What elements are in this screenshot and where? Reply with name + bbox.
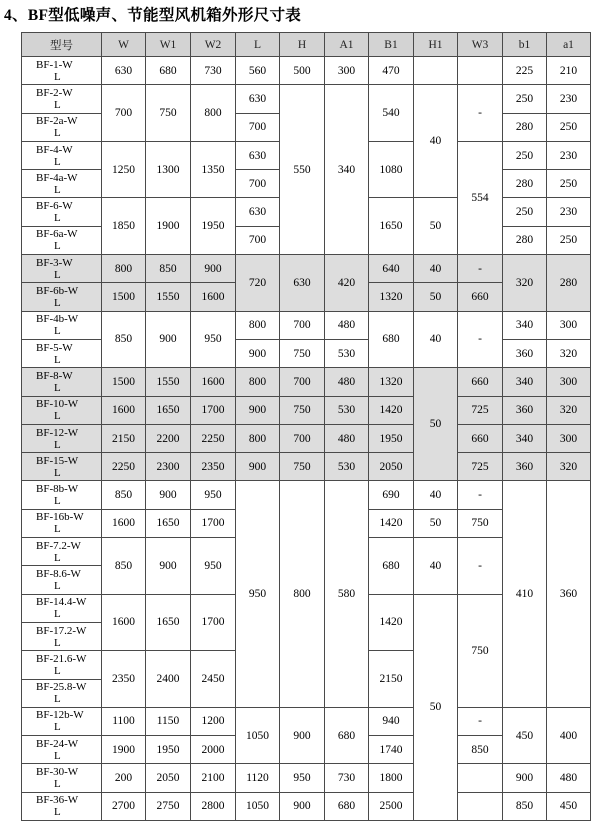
model-name: BF-4b-W	[36, 313, 79, 326]
model-suffix: L	[54, 353, 61, 366]
cell-w: 800	[102, 255, 146, 283]
cell-b1: 1740	[369, 736, 414, 764]
model-cell	[22, 396, 102, 424]
model-cell	[22, 566, 102, 594]
cell-b1-lower: 225	[503, 57, 547, 85]
cell-w1: 900	[146, 538, 191, 595]
cell-a1-lower: 320	[547, 339, 591, 367]
cell-w: 1500	[102, 283, 146, 311]
header-l: L	[236, 33, 280, 57]
cell-w1: 1300	[146, 141, 191, 198]
cell-b1-lower: 340	[503, 424, 547, 452]
cell-h1	[414, 57, 458, 85]
cell-b1: 1420	[369, 509, 414, 537]
header-w1: W1	[146, 33, 191, 57]
cell-h1: 50	[414, 509, 458, 537]
cell-b1-lower: 280	[503, 170, 547, 198]
model-name: BF-12b-W	[36, 709, 84, 722]
model-cell	[22, 368, 102, 396]
cell-l: 900	[236, 396, 280, 424]
cell-h1: 50	[414, 283, 458, 311]
cell-w: 1250	[102, 141, 146, 198]
cell-b1-lower: 280	[503, 226, 547, 254]
cell-h: 750	[280, 453, 325, 481]
cell-a1-lower: 230	[547, 85, 591, 113]
header-h: H	[280, 33, 325, 57]
cell-l: 700	[236, 226, 280, 254]
model-suffix: L	[54, 579, 61, 592]
cell-w3: -	[458, 255, 503, 283]
model-suffix: L	[54, 608, 61, 621]
model-suffix: L	[54, 240, 61, 253]
model-cell	[22, 141, 102, 169]
cell-a1-lower: 250	[547, 113, 591, 141]
model-suffix: L	[54, 778, 61, 791]
model-name: BF-6-W	[36, 200, 73, 213]
table-row	[22, 396, 591, 424]
cell-a1: 680	[325, 707, 369, 764]
cell-b1: 1950	[369, 424, 414, 452]
model-name: BF-3-W	[36, 256, 73, 269]
cell-l: 800	[236, 424, 280, 452]
cell-b1-lower: 450	[503, 707, 547, 764]
cell-b1-lower: 320	[503, 255, 547, 312]
model-name: BF-5-W	[36, 341, 73, 354]
cell-w3: -	[458, 311, 503, 368]
cell-w3: 660	[458, 283, 503, 311]
header-model: 型号	[22, 33, 102, 57]
model-cell	[22, 509, 102, 537]
header-h1: H1	[414, 33, 458, 57]
cell-w3: 750	[458, 594, 503, 707]
cell-b1-lower: 360	[503, 453, 547, 481]
cell-w2: 1700	[191, 396, 236, 424]
header-b1: B1	[369, 33, 414, 57]
cell-a1-lower: 210	[547, 57, 591, 85]
cell-w3	[458, 57, 503, 85]
cell-a1-lower: 300	[547, 424, 591, 452]
cell-w2: 950	[191, 481, 236, 509]
cell-l: 950	[236, 481, 280, 707]
cell-w1: 1150	[146, 707, 191, 735]
model-suffix: L	[54, 636, 61, 649]
cell-w: 850	[102, 538, 146, 595]
cell-w1: 1550	[146, 368, 191, 396]
cell-a1-lower: 280	[547, 255, 591, 312]
model-cell	[22, 198, 102, 226]
model-cell	[22, 339, 102, 367]
model-suffix: L	[54, 70, 61, 83]
cell-b1-lower: 250	[503, 85, 547, 113]
model-suffix: L	[54, 268, 61, 281]
model-suffix: L	[54, 325, 61, 338]
model-cell	[22, 764, 102, 792]
cell-w1: 850	[146, 255, 191, 283]
model-name: BF-1-W	[36, 58, 73, 71]
model-suffix: L	[54, 297, 61, 310]
table-row	[22, 368, 591, 396]
cell-b1: 2050	[369, 453, 414, 481]
model-name: BF-7.2-W	[36, 539, 81, 552]
model-name: BF-12-W	[36, 426, 79, 439]
table-row	[22, 764, 591, 792]
cell-w1: 1550	[146, 283, 191, 311]
cell-l: 720	[236, 255, 280, 312]
cell-w: 2700	[102, 792, 146, 820]
model-name: BF-2-W	[36, 86, 73, 99]
cell-w2: 1700	[191, 594, 236, 651]
cell-w: 1850	[102, 198, 146, 255]
cell-w2: 1200	[191, 707, 236, 735]
cell-w: 850	[102, 481, 146, 509]
cell-b1: 940	[369, 707, 414, 735]
cell-w1: 1650	[146, 509, 191, 537]
cell-h1	[458, 764, 503, 792]
cell-a1: 730	[325, 764, 369, 792]
cell-w1: 900	[146, 481, 191, 509]
model-name: BF-24-W	[36, 737, 79, 750]
page-title: 4、BF型低噪声、节能型风机箱外形尺寸表	[4, 7, 302, 24]
cell-h1: 50	[414, 368, 458, 481]
cell-h: 630	[280, 255, 325, 312]
table-row	[22, 792, 591, 820]
model-suffix: L	[54, 551, 61, 564]
cell-a1-lower: 250	[547, 226, 591, 254]
cell-h1: 50	[414, 594, 458, 820]
cell-a1-lower: 230	[547, 198, 591, 226]
cell-b1-lower: 360	[503, 339, 547, 367]
cell-b1: 470	[369, 57, 414, 85]
model-suffix: L	[54, 155, 61, 168]
header-a1-lower: a1	[547, 33, 591, 57]
model-cell	[22, 170, 102, 198]
cell-b1: 2500	[369, 792, 414, 820]
cell-h1	[458, 792, 503, 820]
model-suffix: L	[54, 127, 61, 140]
cell-w1: 2050	[146, 764, 191, 792]
model-name: BF-6a-W	[36, 228, 78, 241]
cell-h: 750	[280, 396, 325, 424]
cell-w3: -	[458, 707, 503, 735]
cell-w2: 950	[191, 311, 236, 368]
cell-b1-lower: 250	[503, 141, 547, 169]
cell-b1: 2150	[369, 651, 414, 708]
cell-l: 1050	[236, 792, 280, 820]
cell-w2: 2800	[191, 792, 236, 820]
model-suffix: L	[54, 466, 61, 479]
table-row	[22, 453, 591, 481]
cell-b1-lower: 250	[503, 198, 547, 226]
cell-w3: 850	[503, 792, 547, 820]
cell-a1: 480	[325, 424, 369, 452]
model-cell	[22, 707, 102, 735]
cell-b1: 1080	[369, 141, 414, 198]
cell-l: 630	[236, 141, 280, 169]
cell-a1-lower: 230	[547, 141, 591, 169]
cell-b1: 1420	[369, 396, 414, 424]
cell-a1-lower: 250	[547, 170, 591, 198]
cell-w: 1500	[102, 368, 146, 396]
cell-h1: 50	[414, 198, 458, 255]
model-cell	[22, 57, 102, 85]
model-suffix: L	[54, 212, 61, 225]
model-cell	[22, 85, 102, 113]
cell-w1: 1950	[146, 736, 191, 764]
model-cell	[22, 792, 102, 820]
cell-a1: 420	[325, 255, 369, 312]
header-a1: A1	[325, 33, 369, 57]
model-name: BF-14.4-W	[36, 596, 87, 609]
cell-l: 630	[236, 198, 280, 226]
model-suffix: L	[54, 693, 61, 706]
cell-w2: 1600	[191, 368, 236, 396]
table-row	[22, 481, 591, 509]
header-w3: W3	[458, 33, 503, 57]
cell-w3: 660	[458, 368, 503, 396]
model-cell	[22, 113, 102, 141]
cell-w3: 900	[503, 764, 547, 792]
cell-a1-lower: 320	[547, 396, 591, 424]
cell-w1: 1900	[146, 198, 191, 255]
cell-w1: 2200	[146, 424, 191, 452]
cell-w: 2150	[102, 424, 146, 452]
cell-w2: 900	[191, 255, 236, 283]
cell-h1: 40	[414, 538, 458, 595]
cell-w2: 1600	[191, 283, 236, 311]
model-suffix: L	[54, 664, 61, 677]
cell-l: 800	[236, 311, 280, 339]
cell-h: 700	[280, 311, 325, 339]
cell-l: 700	[236, 113, 280, 141]
cell-w: 1600	[102, 509, 146, 537]
cell-w2: 1950	[191, 198, 236, 255]
cell-l: 800	[236, 368, 280, 396]
cell-w: 630	[102, 57, 146, 85]
cell-a1-lower: 360	[547, 481, 591, 707]
cell-a1: 480	[325, 311, 369, 339]
cell-a1: 480	[325, 368, 369, 396]
cell-b1-lower: 480	[547, 764, 591, 792]
table-row	[22, 707, 591, 735]
model-name: BF-8b-W	[36, 483, 79, 496]
cell-h: 950	[280, 764, 325, 792]
cell-b1: 1650	[369, 198, 414, 255]
model-cell	[22, 424, 102, 452]
dimension-table	[21, 32, 591, 821]
cell-l: 630	[236, 85, 280, 113]
header-w: W	[102, 33, 146, 57]
model-suffix: L	[54, 806, 61, 819]
cell-h: 900	[280, 792, 325, 820]
cell-h1: 40	[414, 311, 458, 368]
cell-a1: 340	[325, 85, 369, 255]
model-suffix: L	[54, 183, 61, 196]
table-row	[22, 424, 591, 452]
cell-w2: 1700	[191, 509, 236, 537]
model-name: BF-10-W	[36, 398, 79, 411]
cell-b1: 1320	[369, 283, 414, 311]
cell-h: 750	[280, 339, 325, 367]
model-suffix: L	[54, 410, 61, 423]
cell-h: 550	[280, 85, 325, 255]
cell-a1-lower: 400	[547, 707, 591, 764]
cell-w1: 750	[146, 85, 191, 142]
model-name: BF-15-W	[36, 454, 79, 467]
cell-w3: -	[458, 538, 503, 595]
cell-w3: -	[458, 481, 503, 509]
cell-l: 560	[236, 57, 280, 85]
cell-w1: 2750	[146, 792, 191, 820]
cell-w2: 2350	[191, 453, 236, 481]
cell-l: 1120	[236, 764, 280, 792]
model-cell	[22, 481, 102, 509]
cell-w2: 2250	[191, 424, 236, 452]
cell-w3: 554	[458, 141, 503, 254]
model-cell	[22, 736, 102, 764]
cell-b1: 540	[369, 85, 414, 142]
cell-b1: 1420	[369, 594, 414, 651]
model-cell	[22, 226, 102, 254]
cell-b1-lower: 340	[503, 368, 547, 396]
cell-w2: 800	[191, 85, 236, 142]
cell-l: 900	[236, 339, 280, 367]
cell-w2: 950	[191, 538, 236, 595]
cell-b1-lower: 360	[503, 396, 547, 424]
model-cell	[22, 594, 102, 622]
cell-w: 200	[102, 764, 146, 792]
cell-w: 1600	[102, 396, 146, 424]
cell-a1: 530	[325, 453, 369, 481]
table-row	[22, 57, 591, 85]
cell-h1: 40	[414, 85, 458, 198]
model-cell	[22, 453, 102, 481]
model-cell	[22, 679, 102, 707]
cell-b1-lower: 450	[547, 792, 591, 820]
cell-h: 800	[280, 481, 325, 707]
cell-h: 700	[280, 368, 325, 396]
table-body	[22, 57, 591, 821]
cell-w1: 1650	[146, 594, 191, 651]
cell-b1: 680	[369, 538, 414, 595]
model-name: BF-6b-W	[36, 285, 79, 298]
cell-l: 1050	[236, 707, 280, 764]
model-suffix: L	[54, 523, 61, 536]
model-suffix: L	[54, 495, 61, 508]
model-name: BF-36-W	[36, 794, 79, 807]
cell-b1-lower: 340	[503, 311, 547, 339]
cell-w: 1600	[102, 594, 146, 651]
cell-b1: 690	[369, 481, 414, 509]
cell-a1: 530	[325, 396, 369, 424]
model-cell	[22, 651, 102, 679]
cell-w2: 2450	[191, 651, 236, 708]
model-suffix: L	[54, 721, 61, 734]
cell-w: 2350	[102, 651, 146, 708]
cell-b1: 1320	[369, 368, 414, 396]
cell-w3: 660	[458, 424, 503, 452]
header-b1-lower: b1	[503, 33, 547, 57]
model-name: BF-21.6-W	[36, 652, 87, 665]
cell-w1: 680	[146, 57, 191, 85]
cell-w2: 1350	[191, 141, 236, 198]
cell-a1-lower: 320	[547, 453, 591, 481]
model-cell	[22, 255, 102, 283]
cell-h1: 40	[414, 255, 458, 283]
cell-w1: 1650	[146, 396, 191, 424]
cell-b1-lower: 280	[503, 113, 547, 141]
model-name: BF-4-W	[36, 143, 73, 156]
cell-h: 500	[280, 57, 325, 85]
cell-a1: 300	[325, 57, 369, 85]
model-name: BF-8.6-W	[36, 567, 81, 580]
model-name: BF-17.2-W	[36, 624, 87, 637]
model-suffix: L	[54, 749, 61, 762]
cell-w: 850	[102, 311, 146, 368]
table-row	[22, 255, 591, 283]
cell-b1-lower: 410	[503, 481, 547, 707]
cell-h1: 40	[414, 481, 458, 509]
table-row	[22, 311, 591, 339]
model-name: BF-16b-W	[36, 511, 84, 524]
cell-w3: 725	[458, 453, 503, 481]
cell-b1: 1800	[369, 764, 414, 792]
header-w2: W2	[191, 33, 236, 57]
cell-h: 900	[280, 707, 325, 764]
model-cell	[22, 622, 102, 650]
cell-w3: 850	[458, 736, 503, 764]
cell-w: 2250	[102, 453, 146, 481]
cell-w1: 2400	[146, 651, 191, 708]
cell-a1-lower: 300	[547, 368, 591, 396]
model-name: BF-8-W	[36, 369, 73, 382]
cell-b1: 640	[369, 255, 414, 283]
model-suffix: L	[54, 438, 61, 451]
cell-a1: 580	[325, 481, 369, 707]
header-row	[22, 33, 591, 57]
model-suffix: L	[54, 381, 61, 394]
cell-l: 700	[236, 170, 280, 198]
cell-a1: 680	[325, 792, 369, 820]
cell-w2: 2000	[191, 736, 236, 764]
cell-w3: 725	[458, 396, 503, 424]
cell-w: 1900	[102, 736, 146, 764]
model-cell	[22, 311, 102, 339]
model-name: BF-30-W	[36, 766, 79, 779]
cell-a1-lower: 300	[547, 311, 591, 339]
cell-w: 1100	[102, 707, 146, 735]
cell-w: 700	[102, 85, 146, 142]
cell-b1: 680	[369, 311, 414, 368]
table-row	[22, 85, 591, 113]
model-name: BF-4a-W	[36, 171, 78, 184]
model-cell	[22, 538, 102, 566]
cell-w2: 730	[191, 57, 236, 85]
model-name: BF-25.8-W	[36, 681, 87, 694]
model-name: BF-2a-W	[36, 115, 78, 128]
cell-a1: 530	[325, 339, 369, 367]
cell-h: 700	[280, 424, 325, 452]
cell-l: 900	[236, 453, 280, 481]
cell-w1: 900	[146, 311, 191, 368]
cell-w1: 2300	[146, 453, 191, 481]
cell-w2: 2100	[191, 764, 236, 792]
model-suffix: L	[54, 98, 61, 111]
cell-w3: 750	[458, 509, 503, 537]
cell-w3: -	[458, 85, 503, 142]
model-cell	[22, 283, 102, 311]
